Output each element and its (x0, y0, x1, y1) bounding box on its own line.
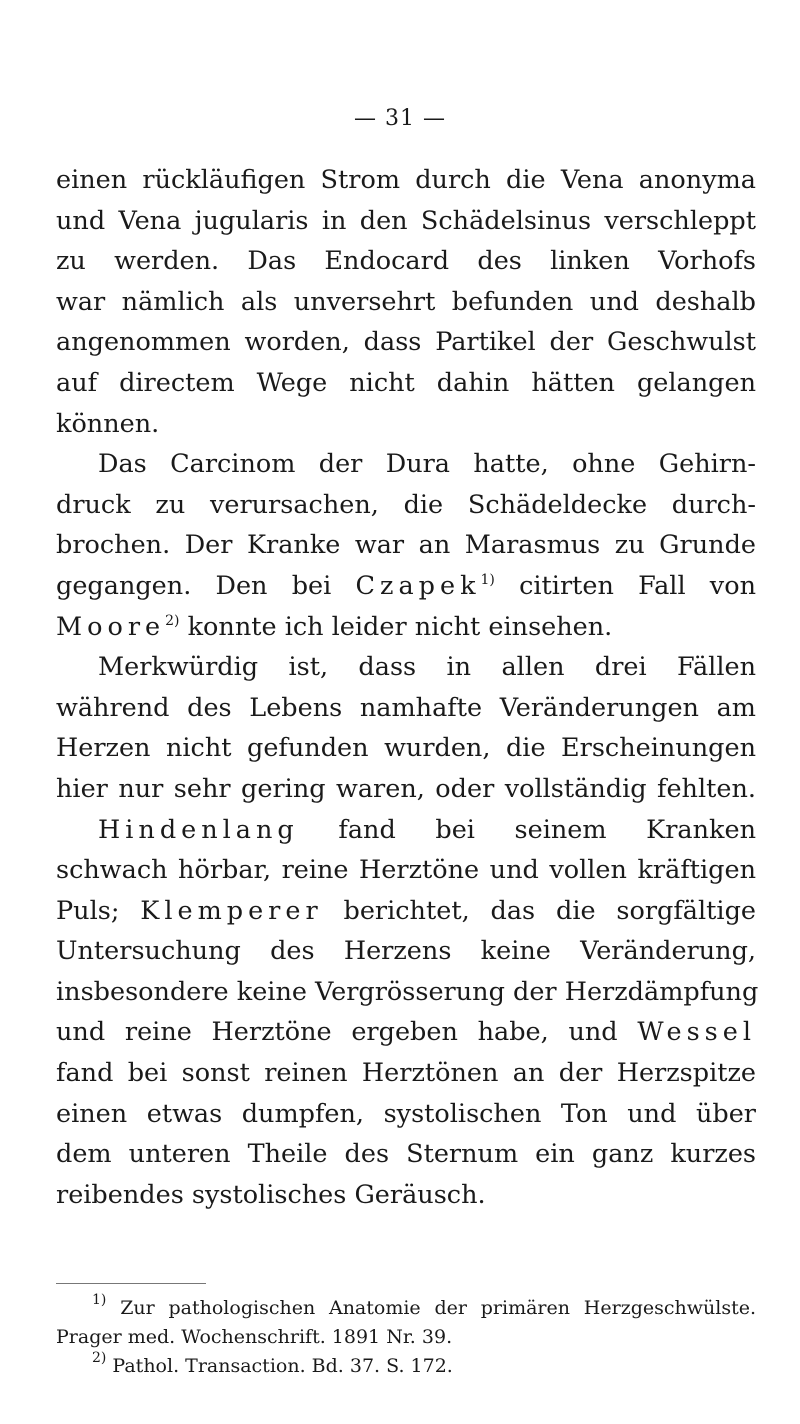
text-line: reibendes systolisches Geräusch. (56, 1179, 486, 1210)
text-fragment: konnte ich leider nicht einsehen. (187, 611, 613, 642)
text-line: hier nur sehr gering waren, oder vollständig fehlten. (56, 773, 756, 804)
text-line: schwach hörbar, reine Herztöne und vollen kräftigen (56, 855, 756, 886)
author-name-klemperer: Klemperer (140, 895, 323, 926)
footnote-divider (56, 1283, 206, 1284)
text-fragment: berichtet, das die sorgfältige (343, 895, 756, 926)
text-line: war nämlich als unversehrt befunden und deshalb (56, 286, 756, 317)
text-line (56, 810, 756, 851)
text-line: können. (56, 408, 160, 439)
footnote-text: Zur pathologischen Anatomie der primären Herzgeschwülste. (120, 1297, 756, 1319)
footnote-1 (56, 1294, 756, 1323)
footnotes (56, 1294, 756, 1381)
footnote-2 (56, 1352, 756, 1381)
text-line: druck zu verursachen, die Schädeldecke durch- (56, 489, 756, 520)
text-line: dem unteren Theile des Sternum ein ganz kurzes (56, 1139, 756, 1170)
author-name-wessel: Wessel (637, 1017, 756, 1048)
text-line: auf directem Wege nicht dahin hätten gelangen (56, 367, 756, 398)
footnote-ref-2: 2) (165, 612, 180, 629)
text-fragment: und reine Herztöne ergeben habe, und (56, 1017, 618, 1048)
author-name-moore: Moore (56, 611, 166, 642)
author-name-czapek: Czapek (355, 570, 481, 601)
page-number: — 31 — (354, 106, 446, 131)
text-line: Merkwürdig ist, dass in allen drei Fällen (98, 652, 756, 683)
footnote-marker-2: 2) (92, 1350, 107, 1366)
body-text (56, 160, 759, 1215)
text-line: zu werden. Das Endocard des linken Vorhofs (56, 246, 756, 277)
text-line (56, 891, 756, 932)
footnote-ref-1: 1) (480, 571, 495, 588)
text-line: Das Carcinom der Dura hatte, ohne Gehirn- (98, 449, 756, 480)
text-line: und Vena jugularis in den Schädelsinus verschleppt (56, 205, 756, 236)
footnote-text: Pathol. Transaction. Bd. 37. S. 172. (112, 1355, 453, 1377)
text-line: Herzen nicht gefunden wurden, die Erscheinungen (56, 733, 756, 764)
text-line (56, 607, 756, 648)
text-line: während des Lebens namhafte Veränderungen am (56, 692, 756, 723)
text-line (56, 566, 756, 607)
author-name-hindenlang: Hindenlang (98, 814, 299, 845)
text-line: Untersuchung des Herzens keine Veränderung, (56, 936, 756, 967)
text-line: insbesondere keine Vergrösserung der Herzdämpfung (56, 976, 759, 1007)
footnote-marker-1: 1) (92, 1292, 107, 1308)
text-line: fand bei sonst reinen Herztönen an der Herzspitze (56, 1058, 756, 1089)
footnote-1-continued: Prager med. Wochenschrift. 1891 Nr. 39. (56, 1326, 453, 1348)
text-line (56, 1012, 756, 1053)
text-fragment: citirten Fall von (519, 570, 756, 601)
text-fragment: fand bei seinem Kranken (338, 814, 756, 845)
text-line: brochen. Der Kranke war an Marasmus zu Grunde (56, 530, 756, 561)
text-line: einen etwas dumpfen, systolischen Ton und über (56, 1098, 756, 1129)
text-line: einen rückläufigen Strom durch die Vena anonyma (56, 165, 756, 195)
text-fragment: Puls; (56, 895, 120, 926)
text-line: angenommen worden, dass Partikel der Geschwulst (56, 327, 756, 358)
text-fragment: gegangen. Den bei (56, 570, 332, 601)
